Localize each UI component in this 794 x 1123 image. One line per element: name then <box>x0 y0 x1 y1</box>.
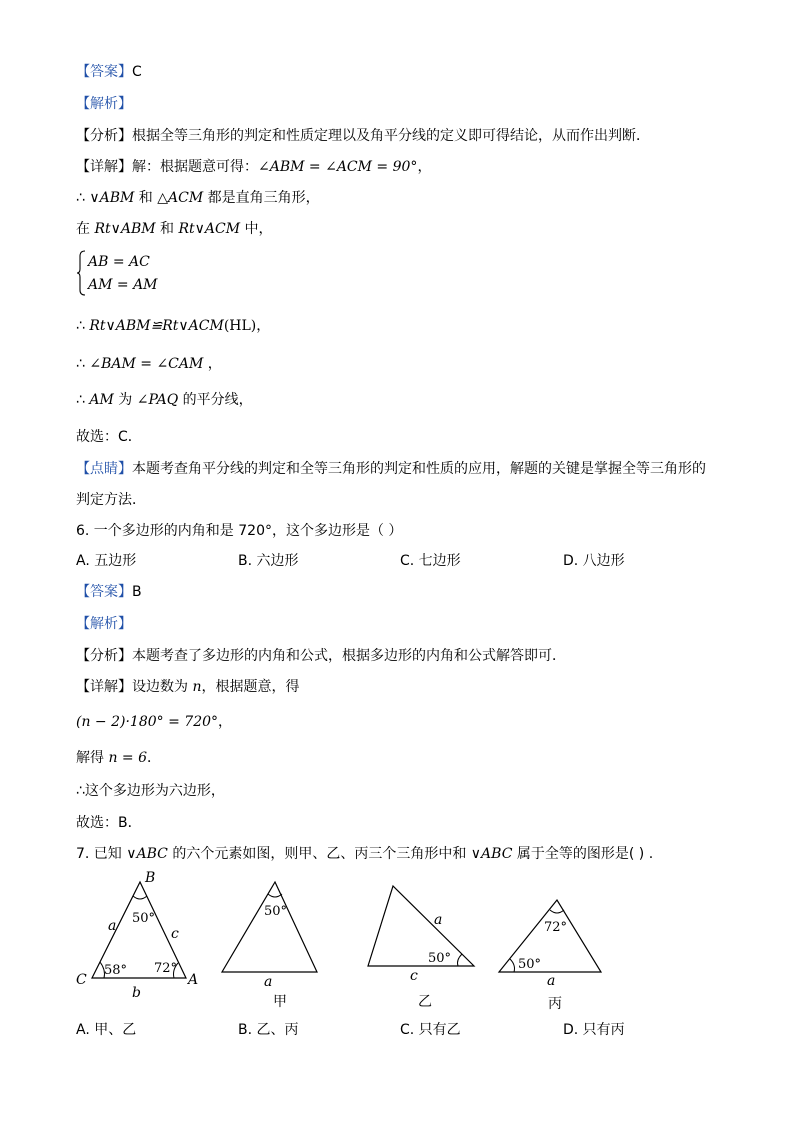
label-c: C <box>76 972 87 988</box>
triangle-yi-shape <box>368 886 474 966</box>
angle-c-value: 58° <box>104 963 128 978</box>
math-expr: ∨ABC <box>470 846 513 862</box>
angle-value: 50° <box>264 904 288 919</box>
fenxi-tag: 【分析】 <box>76 128 132 144</box>
side-a: a <box>264 974 273 990</box>
dianjing-text: 本题考查角平分线的判定和全等三角形的判定和性质的应用，解题的关键是掌握全等三角形的 <box>132 461 706 477</box>
triangle-jia <box>222 882 317 1010</box>
punct: ． <box>147 750 162 766</box>
angle-b-value: 50° <box>132 911 156 926</box>
xiangjie-tag: 【详解】 <box>76 159 132 175</box>
q6-equation-line <box>76 712 232 732</box>
dianjing-tag: 【点睛】 <box>76 461 132 477</box>
fenxi-tag: 【分析】 <box>76 648 132 664</box>
text: 和 <box>155 221 179 237</box>
q5-answer-line <box>76 62 142 82</box>
fenxi-text: 本题考查了多边形的内角和公式，根据多边形的内角和公式解答即可． <box>132 648 566 664</box>
text: ，根据题意，得 <box>201 679 300 695</box>
therefore: ∴ <box>76 392 90 408</box>
therefore: ∴ <box>76 356 90 372</box>
math-expr: Rt∨ACM <box>178 221 241 237</box>
punct: ， <box>417 159 432 175</box>
q6-fenxi-line <box>76 646 566 666</box>
q6-answer-line <box>76 582 142 602</box>
math-expr: △ACM <box>157 190 204 206</box>
q6-solve-line <box>76 748 161 768</box>
text: 和 <box>134 190 158 206</box>
text: 在 <box>76 221 95 237</box>
answer-tag: 【答案】 <box>76 584 132 600</box>
q5-dianjing-line-2: 判定方法． <box>76 492 146 508</box>
analysis-tag: 【解析】 <box>76 616 132 632</box>
q5-xiangjie-line <box>76 157 431 177</box>
text: ， <box>256 318 271 334</box>
q7-option-b: B. 乙、丙 <box>238 1022 299 1038</box>
analysis-tag: 【解析】 <box>76 96 132 112</box>
angle-arc <box>458 954 463 966</box>
side-c: c <box>171 926 179 942</box>
text: 的平分线， <box>178 392 253 408</box>
side-c: c <box>410 968 418 984</box>
side-a: a <box>108 918 117 934</box>
equation: (n − 2)·180° = 720° <box>76 714 219 730</box>
q5-analysis-line <box>76 94 132 114</box>
triangle-bing-shape <box>499 900 601 972</box>
text: 中， <box>240 221 273 237</box>
q6-option-b: B. 六边形 <box>238 553 299 569</box>
q6-option-c: C. 七边形 <box>400 553 461 569</box>
q5-line-6 <box>76 354 222 374</box>
math-expr: ∨ABM <box>89 190 135 206</box>
q6-choose: 故选：B． <box>76 815 142 831</box>
math-expr: ∨ABC <box>126 846 168 862</box>
angle-left-value: 50° <box>518 957 542 972</box>
system-row-2: AM = AM <box>88 277 158 293</box>
math-var: n <box>192 679 202 695</box>
caption-jia: 甲 <box>273 994 287 1010</box>
answer-value: C <box>132 64 142 80</box>
q5-line-5 <box>76 316 270 336</box>
q7-option-a: A. 甲、乙 <box>76 1022 137 1038</box>
label-b: B <box>145 870 156 886</box>
angle-top-value: 72° <box>544 920 568 935</box>
xiangjie-tag: 【详解】 <box>76 679 132 695</box>
answer-value: B <box>132 584 142 600</box>
q5-line-7 <box>76 390 253 410</box>
math-expr: ∠BAM = ∠CAM <box>89 356 204 372</box>
answer-tag: 【答案】 <box>76 64 132 80</box>
caption-bing: 丙 <box>548 996 562 1012</box>
angle-b-arc <box>133 896 147 899</box>
math-expr: Rt∨ABM≌Rt∨ACM <box>89 318 224 334</box>
q6-option-d: D. 八边形 <box>563 553 625 569</box>
left-brace-icon <box>76 250 86 296</box>
text: 的六个元素如图，则甲、乙、丙三个三角形中和 <box>167 846 471 862</box>
angle-top-arc <box>550 910 564 913</box>
q7-option-c: C. 只有乙 <box>400 1022 461 1038</box>
math-expr: (HL) <box>223 318 257 334</box>
q6-option-a: A. 五边形 <box>76 553 137 569</box>
triangle-yi <box>368 886 474 1010</box>
math-expr: AM <box>89 392 114 408</box>
q5-choose: 故选：C． <box>76 429 142 445</box>
q6-question: 6. 一个多边形的内角和是 720°，这个多边形是（ ） <box>76 523 403 539</box>
q5-fenxi-line <box>76 126 650 146</box>
side-b: b <box>132 985 141 1001</box>
q5-line-3 <box>76 188 320 208</box>
therefore: ∴ <box>76 190 90 206</box>
therefore: ∴ <box>76 318 90 334</box>
q5-dianjing-line <box>76 459 706 479</box>
triangle-bing <box>499 900 601 1012</box>
side-a: a <box>547 973 556 989</box>
equation-system <box>76 250 216 296</box>
xiangjie-intro: 解：根据题意可得： <box>132 159 258 175</box>
angle-left-arc <box>510 959 515 972</box>
q6-analysis-line <box>76 614 132 634</box>
q7-figures <box>0 860 794 1020</box>
caption-yi: 乙 <box>418 994 432 1010</box>
equation: ∠ABM = ∠ACM = 90° <box>258 159 418 175</box>
fenxi-text: 根据全等三角形的判定和性质定理以及角平分线的定义即可得结论，从而作出判断． <box>132 128 650 144</box>
triangle-abc <box>76 870 198 1001</box>
punct: ， <box>218 714 233 730</box>
angle-value: 50° <box>428 951 452 966</box>
text: 7. 已知 <box>76 846 127 862</box>
angle-a-value: 72° <box>154 961 178 976</box>
text: 都是直角三角形， <box>203 190 320 206</box>
label-a: A <box>188 972 199 988</box>
math-expr: n = 6 <box>108 750 148 766</box>
text: ， <box>203 356 222 372</box>
q7-option-d: D. 只有丙 <box>563 1022 625 1038</box>
xiangjie-text: 设边数为 <box>132 679 193 695</box>
text: 为 <box>113 392 137 408</box>
text: 解得 <box>76 750 109 766</box>
angle-arc <box>268 894 282 897</box>
system-row-1: AB = AC <box>88 254 150 270</box>
q6-conclusion: ∴这个多边形为六边形， <box>76 783 225 799</box>
math-expr: Rt∨ABM <box>94 221 156 237</box>
q6-xiangjie-line <box>76 677 299 697</box>
side-a: a <box>434 912 443 928</box>
math-expr: ∠PAQ <box>136 392 179 408</box>
text: 属于全等的图形是( ) . <box>512 846 654 862</box>
q5-line-4 <box>76 219 273 239</box>
